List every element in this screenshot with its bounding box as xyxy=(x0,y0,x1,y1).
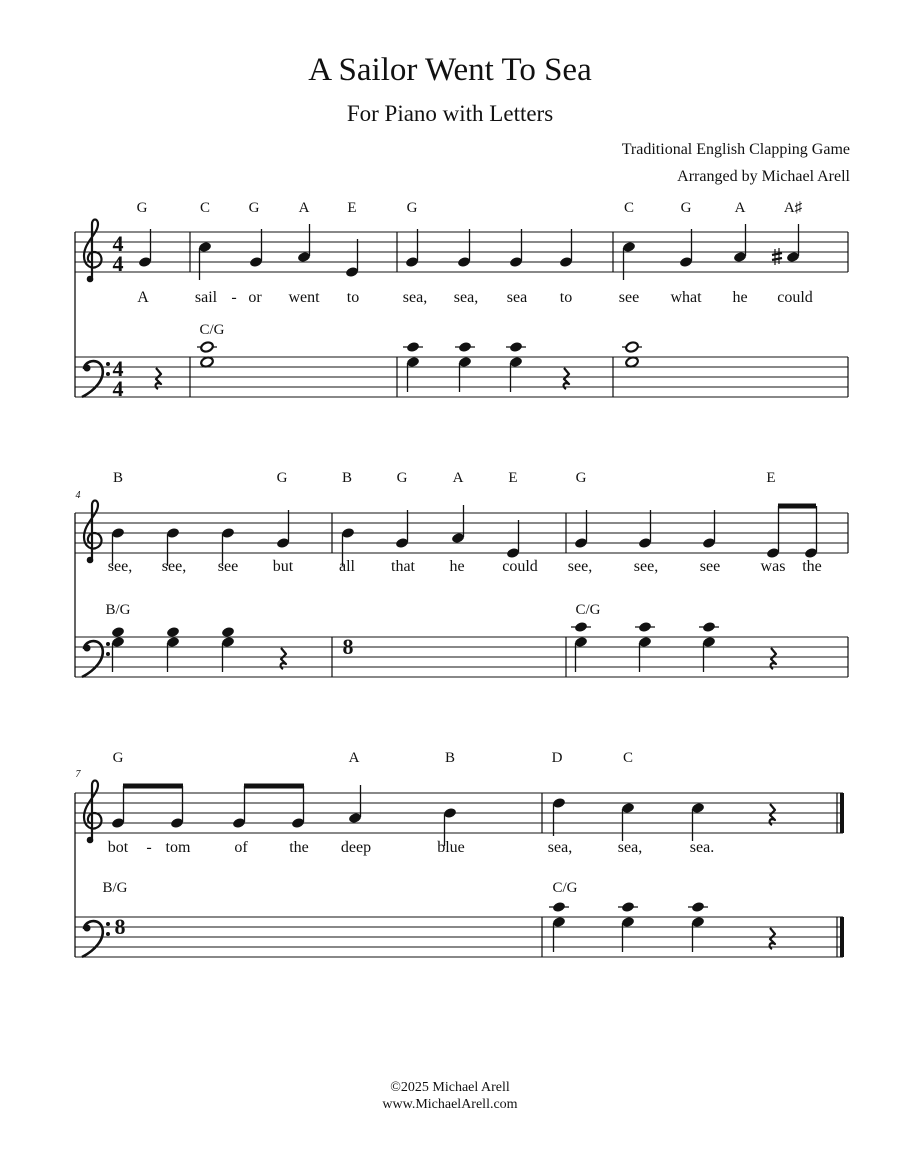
sharp-stroke xyxy=(772,253,782,255)
bass-clef-icon xyxy=(82,921,110,957)
lyric-syllable: the xyxy=(289,839,309,856)
lyric-syllable: see xyxy=(699,558,721,575)
lyric-syllable: the xyxy=(802,558,822,575)
lyric-syllable: all xyxy=(339,558,355,575)
lyric-syllable: but xyxy=(272,558,294,575)
lyric-syllable: sea, xyxy=(617,839,643,856)
bass-chord-label: B/G xyxy=(105,602,131,618)
note-head xyxy=(509,341,523,353)
lyric-syllable: see xyxy=(618,289,640,306)
lyric-syllable: see, xyxy=(107,558,133,575)
quarter-rest-icon xyxy=(771,648,776,669)
time-signature-bottom: 4 xyxy=(112,376,124,401)
note-head xyxy=(111,626,125,638)
quarter-rest-icon xyxy=(770,928,775,949)
lyric-syllable: sail xyxy=(194,289,218,306)
lyric-syllable: was xyxy=(760,558,786,575)
bass-figure-eight: 8 xyxy=(114,914,126,939)
lyric-syllable: bot xyxy=(107,839,129,856)
beam xyxy=(123,784,183,789)
note-letter: G xyxy=(276,470,288,486)
note-letter: E xyxy=(508,470,518,486)
note-letter: G xyxy=(575,470,587,486)
lyric-syllable: could xyxy=(777,289,813,306)
lyric-syllable: sea xyxy=(506,289,528,306)
quarter-rest-icon xyxy=(281,648,286,669)
page-subtitle: For Piano with Letters xyxy=(346,101,554,126)
final-barline-thick xyxy=(840,793,844,833)
bass-clef-dot xyxy=(84,645,91,652)
note-head xyxy=(200,356,214,368)
note-letter: A xyxy=(298,200,310,216)
note-head xyxy=(200,341,214,353)
note-head xyxy=(221,626,235,638)
lyric-syllable: to xyxy=(559,289,573,306)
lyric-syllable: sea, xyxy=(453,289,479,306)
bass-clef-dot xyxy=(106,372,110,376)
lyric-syllable: or xyxy=(248,289,262,306)
beam xyxy=(778,504,816,509)
page-title: A Sailor Went To Sea xyxy=(308,52,592,88)
note-letter: C xyxy=(622,750,634,766)
lyric-syllable: he xyxy=(732,289,748,306)
note-head xyxy=(638,621,652,633)
note-head xyxy=(406,341,420,353)
time-signature-top: 4 xyxy=(112,356,124,381)
bass-clef-icon xyxy=(82,361,110,397)
beam xyxy=(244,784,304,789)
note-letter: G xyxy=(112,750,124,766)
treble-clef-path xyxy=(84,501,101,562)
note-letter: G xyxy=(396,470,408,486)
lyric-syllable: he xyxy=(449,558,465,575)
quarter-rest-icon xyxy=(156,368,161,389)
bass-clef-dot xyxy=(84,365,91,372)
lyric-syllable: see, xyxy=(633,558,659,575)
note-head xyxy=(552,901,566,913)
note-letter: A xyxy=(452,470,464,486)
quarter-rest-icon xyxy=(770,804,775,825)
arranger-credit: Arranged by Michael Arell xyxy=(677,168,850,185)
lyric-syllable: see, xyxy=(161,558,187,575)
note-letter: A xyxy=(734,200,746,216)
bass-staff xyxy=(75,917,843,957)
note-letter: G xyxy=(680,200,692,216)
lyric-syllable: sea, xyxy=(402,289,428,306)
note-letter: D xyxy=(551,750,563,766)
sharp-stroke xyxy=(772,258,782,260)
note-letter: A xyxy=(348,750,360,766)
lyric-syllable: went xyxy=(288,289,320,306)
time-signature-top: 4 xyxy=(112,231,124,256)
lyric-syllable: see, xyxy=(567,558,593,575)
final-barline-thick xyxy=(840,917,844,957)
treble-clef-path xyxy=(84,781,101,842)
treble-staff xyxy=(75,793,843,833)
lyric-syllable: of xyxy=(234,839,248,856)
note-letter: A♯ xyxy=(783,200,803,216)
note-head xyxy=(621,901,635,913)
note-letter: E xyxy=(347,200,357,216)
bass-clef-dot xyxy=(106,652,110,656)
time-signature-bottom: 4 xyxy=(112,251,124,276)
copyright-notice: ©2025 Michael Arell xyxy=(390,1080,510,1095)
note-letter: G xyxy=(406,200,418,216)
measure-number: 7 xyxy=(75,769,81,780)
treble-clef-path xyxy=(84,220,101,281)
bass-chord-label: C/G xyxy=(575,602,601,618)
lyric-syllable: - xyxy=(146,839,152,856)
lyric-syllable: could xyxy=(502,558,538,575)
note-head xyxy=(458,341,472,353)
note-head xyxy=(691,901,705,913)
bass-clef-dot xyxy=(106,922,110,926)
note-letter: E xyxy=(766,470,776,486)
note-head xyxy=(166,626,180,638)
note-letter: B xyxy=(112,470,124,486)
note-letter: G xyxy=(248,200,260,216)
bass-clef-dot xyxy=(106,642,110,646)
treble-clef-dot xyxy=(87,837,93,843)
bass-clef-dot xyxy=(106,932,110,936)
bass-clef-dot xyxy=(106,362,110,366)
lyric-syllable: - xyxy=(231,289,237,306)
quarter-rest-icon xyxy=(564,368,569,389)
note-letter: B xyxy=(341,470,353,486)
lyric-syllable: to xyxy=(346,289,360,306)
lyric-syllable: see xyxy=(217,558,239,575)
bass-chord-label: C/G xyxy=(199,322,225,338)
note-letter: B xyxy=(444,750,456,766)
note-head xyxy=(625,341,639,353)
lyric-syllable: deep xyxy=(340,839,372,856)
lyric-syllable: sea, xyxy=(547,839,573,856)
treble-clef-dot xyxy=(87,557,93,563)
measure-number: 4 xyxy=(75,490,81,501)
lyric-syllable: what xyxy=(670,289,702,306)
treble-clef-dot xyxy=(87,276,93,282)
note-head xyxy=(625,356,639,368)
bass-clef-icon xyxy=(82,641,110,677)
note-letter: G xyxy=(136,200,148,216)
bass-figure-eight: 8 xyxy=(342,634,354,659)
note-head xyxy=(702,621,716,633)
website-link[interactable]: www.MichaelArell.com xyxy=(382,1097,518,1112)
lyric-syllable: that xyxy=(391,558,415,575)
bass-chord-label: B/G xyxy=(102,880,128,896)
note-head xyxy=(574,621,588,633)
lyric-syllable: A xyxy=(137,289,149,306)
lyric-syllable: sea. xyxy=(689,839,715,856)
bass-staff xyxy=(75,637,848,677)
treble-staff xyxy=(75,513,848,553)
lyric-syllable: tom xyxy=(165,839,191,856)
bass-clef-dot xyxy=(84,925,91,932)
note-letter: C xyxy=(623,200,635,216)
lyric-syllable: blue xyxy=(437,839,465,856)
composer-credit: Traditional English Clapping Game xyxy=(621,141,850,158)
note-letter: C xyxy=(199,200,211,216)
bass-chord-label: C/G xyxy=(552,880,578,896)
